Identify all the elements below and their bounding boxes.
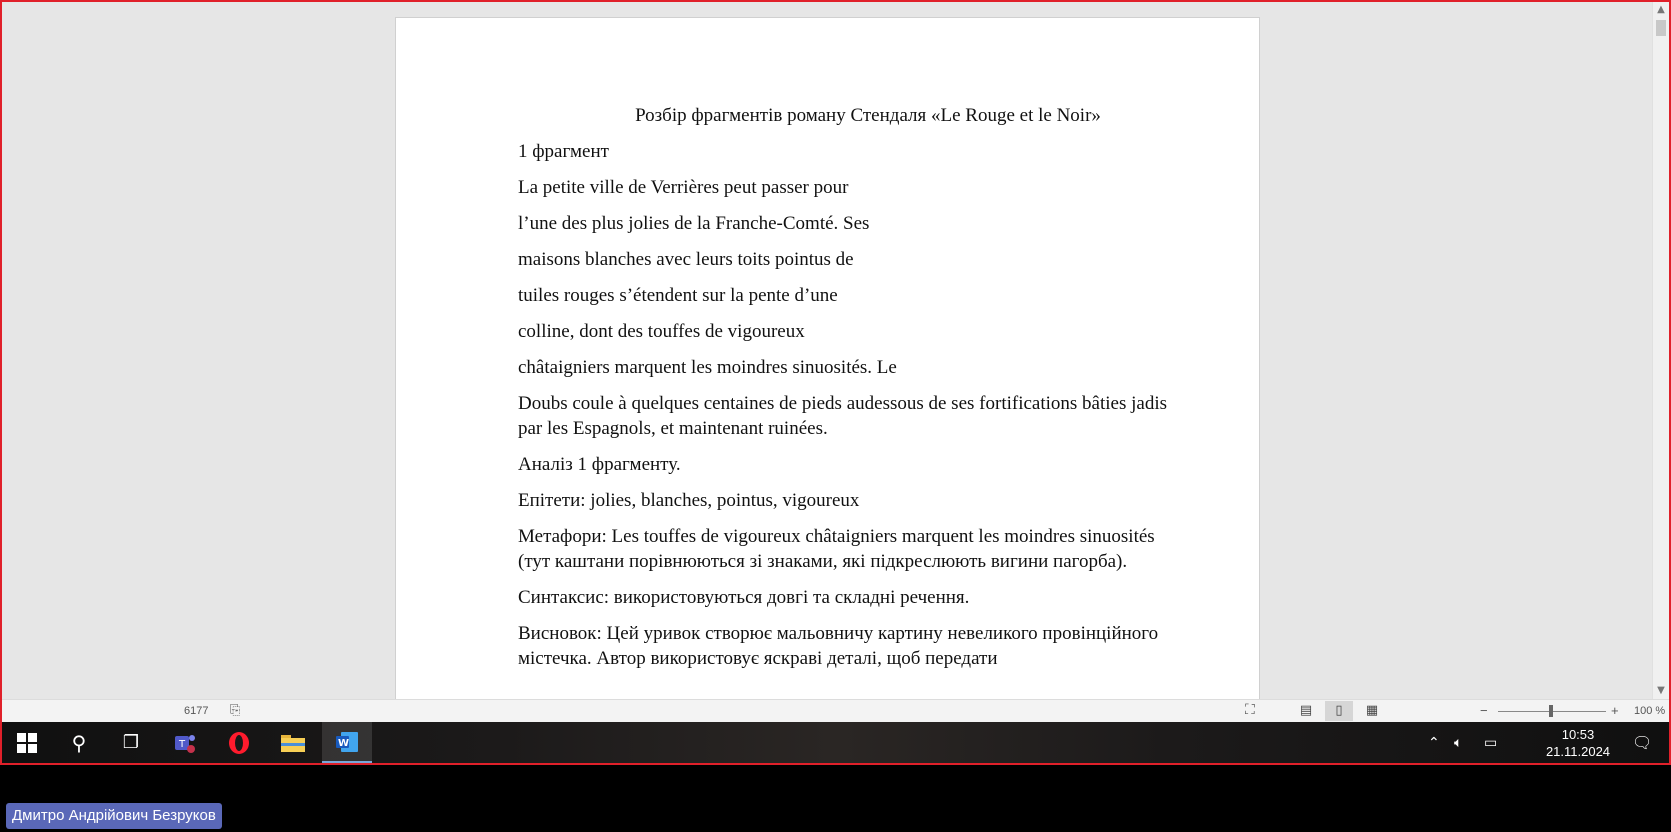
fragment-line: l’une des plus jolies de la Franche-Comté. Ses [518, 213, 870, 234]
document-page[interactable] [395, 17, 1260, 699]
opera-icon[interactable] [214, 722, 264, 763]
clock-date: 21.11.2024 [1545, 744, 1611, 759]
presenter-name-tag: Дмитро Андрійович Безруков [6, 803, 222, 829]
zoom-out-button[interactable]: − [1480, 703, 1488, 718]
syntax-line: Синтаксис: використовуються довгі та складні речення. [518, 587, 970, 608]
focus-mode-icon[interactable]: ⛶ [1245, 702, 1255, 718]
notifications-icon[interactable]: 🗨︎ [1632, 733, 1653, 752]
document-title: Розбір фрагментів роману Стендаля «Le Rouge et le Noir» [635, 105, 1101, 126]
fragment-line: châtaigniers marquent les moindres sinuosités. Le [518, 357, 897, 378]
scroll-down-icon[interactable]: ▼ [1657, 685, 1665, 696]
print-layout-icon[interactable]: ▯ [1325, 701, 1353, 721]
zoom-level[interactable]: 100 % [1634, 705, 1666, 717]
proofing-icon[interactable]: ⎘ [230, 703, 241, 718]
word-app-icon[interactable] [322, 722, 372, 763]
fragment-line: tuiles rouges s’étendent sur la pente d’une [518, 285, 838, 306]
search-icon[interactable]: ⚲ [71, 730, 87, 755]
document-body[interactable] [518, 103, 1178, 682]
start-button[interactable] [2, 722, 52, 763]
fragment-heading: 1 фрагмент [518, 141, 609, 162]
volume-icon[interactable]: 🔈︎ [1454, 734, 1463, 751]
conclusion-paragraph: Висновок: Цей уривок створює мальовничу картину невеликого провінційного містечка. Автор використовує яскраві деталі, щоб передати [518, 623, 1159, 669]
task-view-icon[interactable]: ❐ [122, 732, 140, 753]
zoom-slider-handle[interactable] [1549, 705, 1553, 717]
word-count[interactable]: 6177 [184, 705, 209, 717]
fragment-line: La petite ville de Verrières peut passer pour [518, 177, 849, 198]
metaphors-paragraph: Метафори: Les touffes de vigoureux châtaigniers marquent les moindres sinuosités (тут каштани порівнюються зі знаками, які підкреслюють вигини пагорба). [518, 526, 1155, 572]
show-hidden-icons-icon[interactable]: ⌃ [1428, 734, 1440, 751]
file-explorer-icon[interactable] [268, 722, 318, 763]
battery-icon[interactable]: ▭ [1484, 734, 1498, 751]
fragment-line: maisons blanches avec leurs toits pointus de [518, 249, 854, 270]
fragment-line: colline, dont des touffes de vigoureux [518, 321, 805, 342]
scroll-up-icon[interactable]: ▲ [1657, 4, 1665, 15]
document-workspace[interactable] [2, 2, 1669, 699]
epithets-line: Епітети: jolies, blanches, pointus, vigoureux [518, 490, 860, 511]
fragment-paragraph: Doubs coule à quelques centaines de pieds audessous de ses fortifications bâties jadis par les Espagnols, et maintenant ruinées. [518, 393, 1167, 439]
zoom-in-button[interactable]: + [1611, 703, 1619, 718]
read-mode-icon[interactable]: ▤ [1299, 703, 1313, 718]
svg-text:W: W [338, 737, 350, 749]
web-layout-icon[interactable]: ▦ [1365, 703, 1379, 718]
clock-time: 10:53 [1561, 727, 1595, 742]
teams-icon[interactable] [160, 722, 210, 763]
analysis-heading: Аналіз 1 фрагменту. [518, 454, 681, 475]
svg-text:T: T [179, 738, 186, 750]
vertical-scrollbar[interactable] [1652, 2, 1669, 699]
windows-logo-icon [17, 733, 37, 753]
status-bar [2, 699, 1669, 722]
taskbar-clock[interactable] [1522, 726, 1634, 760]
scroll-thumb[interactable] [1656, 20, 1666, 36]
taskbar [2, 722, 1669, 763]
